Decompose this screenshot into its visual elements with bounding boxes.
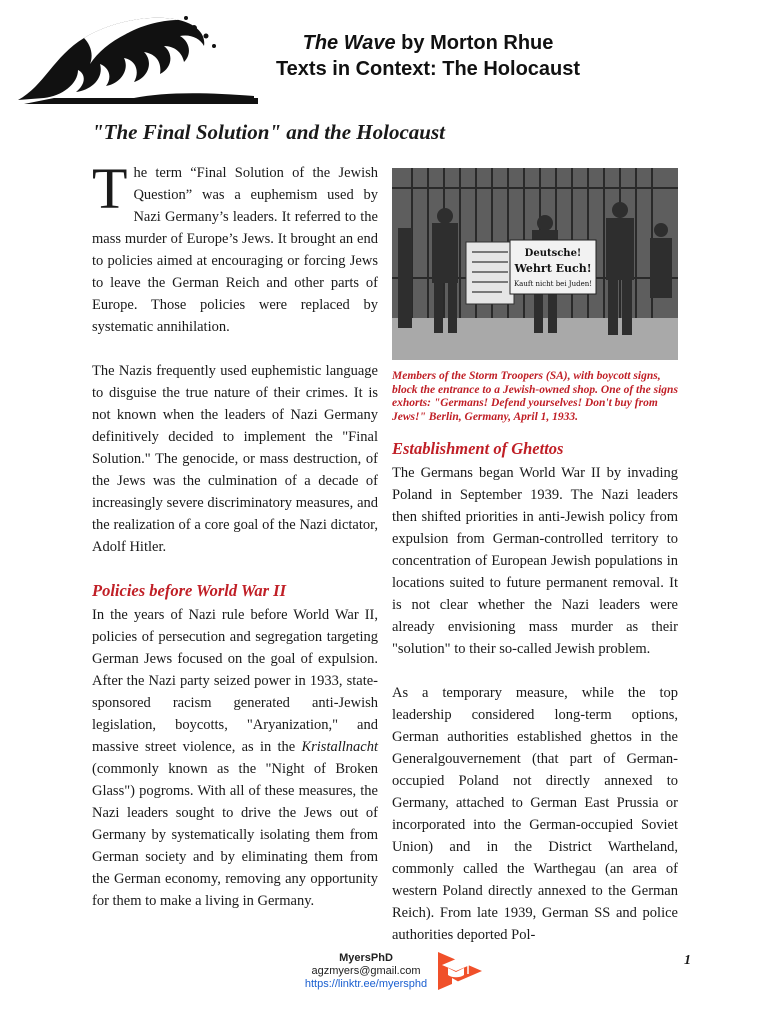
sign-line-1: Deutsche! (524, 248, 582, 259)
sign-line-2: Wehrt Euch! (514, 262, 592, 275)
drop-cap: T (92, 156, 128, 221)
myersphd-logo-icon (432, 948, 488, 994)
section-heading-ghettos: Establishment of Ghettos (392, 439, 564, 458)
euphemism-paragraph: The Nazis frequently used euphemistic language to disguise the true nature of their crimes. It is not known when the leaders of Nazi Germany definitively decided to implement the "Final Solution." The genocide, or mass destruction, of the Jews was the culmination of a decade of increasingly severe discriminatory measures, and the realization of a core goal of the Nazi dictator, Adolf Hitler. (92, 363, 378, 555)
policies-text-start: In the years of Nazi rule before World War II, policies of persecution and segregation targeting German Jews focused on the goal of expulsion. After the Nazi party seized power in 1933, state-sponsored racism generated anti-Jewish legislation, boycotts, "Aryanization," and massive street violence, as in the (92, 607, 378, 755)
ghettos-paragraph-1: The Germans began World War II by invading Poland in September 1939. The Nazi leaders then shifted priorities in anti-Jewish policy from expulsion from German-controlled territory to concentration of European Jewish populations in locations suited to future permanent removal. It is not clear whether the Nazi leaders were already envisioning mass murder as their "solution" to their so-called Jewish problem. (392, 465, 678, 657)
book-title: The Wave (302, 32, 396, 54)
left-column (92, 156, 378, 934)
policies-paragraph (92, 604, 378, 912)
page-title: "The Final Solution" and the Holocaust (92, 120, 445, 144)
header-title-line (252, 30, 604, 56)
footer-email[interactable]: agzmyers@gmail.com (311, 965, 421, 977)
section-heading-policies: Policies before World War II (92, 581, 287, 600)
kristallnacht-term: Kristallnacht (301, 739, 378, 755)
header-titles (252, 30, 604, 82)
footer-brand: MyersPhD (339, 952, 393, 964)
page-number: 1 (684, 953, 691, 968)
footer-link[interactable]: https://linktr.ee/myersphd (304, 978, 428, 990)
book-author: by Morton Rhue (395, 32, 554, 54)
policies-text-end: (commonly known as the "Night of Broken Glass") pogroms. With all of these measures, the Nazi leaders sought to drive the Jews out of Germany by systematically isolating them from German society and by eliminating them from the German economy, removing any opportunity for them to make a living in Germany. (92, 761, 378, 909)
right-column (392, 168, 678, 968)
ghettos-paragraph-2: As a temporary measure, while the top leadership considered long-term options, German authorities established ghettos in the Generalgouvernement (that part of German-occupied Poland not directly annexed to Germany, attached to German East Prussia or incorporated into the German-occupied Soviet Union) and in the District Wartheland, commonly called the Warthegau (an area of western Poland directly annexed to the German Reich). From late 1939, German SS and police authorities deported Pol- (392, 685, 678, 943)
historical-photo (392, 168, 678, 360)
photo-illustration (392, 168, 678, 360)
wave-logo-icon (14, 6, 260, 106)
footer-credit (300, 952, 432, 991)
header-subtitle: Texts in Context: The Holocaust (275, 58, 581, 80)
intro-paragraph (92, 156, 378, 338)
intro-text: he term “Final Solution of the Jewish Question” was a euphemism used by Nazi Germany’s leaders. It referred to the mass murder of Europe’s Jews. It brought an end to policies aimed at encouraging or forcing Jews to leave the German Reich and other parts of Europe. Those policies were replaced by systematic annihilation. (92, 165, 378, 335)
photo-caption: Members of the Storm Troopers (SA), with boycott signs, block the entrance to a Jewish-owned shop. One of the signs exhorts: "Germans! Defend yourselves! Don't buy from Jews!" Berlin, Germany, April 1, 1933. (392, 370, 678, 423)
sign-line-3: Kauft nicht bei Juden! (513, 280, 593, 288)
